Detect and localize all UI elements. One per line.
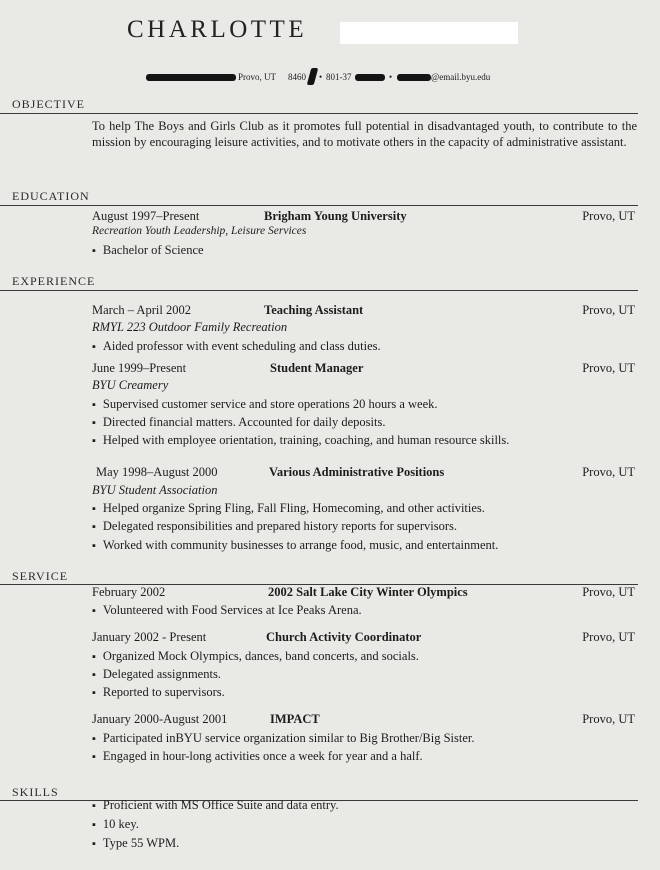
exp1-title: Teaching Assistant (264, 303, 364, 317)
svc3-title: IMPACT (270, 712, 320, 726)
svc3-location: Provo, UT (582, 712, 635, 726)
redacted-email-user (397, 74, 431, 81)
redacted-surname (340, 22, 518, 44)
education-rule (0, 205, 638, 206)
service-heading: SERVICE (12, 569, 69, 583)
svc3-date: January 2000-August 2001 (92, 712, 228, 726)
svc3-bullet-2: ▪ Engaged in hour-long activities once a week for year and a half. (92, 749, 423, 764)
objective-rule (0, 113, 638, 114)
redacted-address (146, 74, 236, 81)
exp1-org: RMYL 223 Outdoor Family Recreation (92, 320, 288, 334)
education-bullet: ▪ Bachelor of Science (92, 243, 204, 258)
svc1-date: February 2002 (92, 585, 166, 599)
skills-heading: SKILLS (12, 785, 59, 799)
education-heading: EDUCATION (12, 189, 90, 203)
skill-bullet-3: ▪ Type 55 WPM. (92, 836, 179, 851)
education-school: Brigham Young University (264, 209, 407, 223)
svc2-bullet-1: ▪ Organized Mock Olympics, dances, band concerts, and socials. (92, 649, 419, 664)
svc2-location: Provo, UT (582, 630, 635, 644)
contact-bullet-1: • (319, 72, 323, 82)
exp3-bullet-1: ▪ Helped organize Spring Fling, Fall Fling, Homecoming, and other activities. (92, 501, 485, 516)
exp2-location: Provo, UT (582, 361, 635, 375)
svc1-bullet-1: ▪ Volunteered with Food Services at Ice Peaks Arena. (92, 603, 362, 618)
objective-text: To help The Boys and Girls Club as it promotes full potential in disadvantaged youth, to contribute to the mission by encouraging leisure activities, and to motivate others in the capacity of administrative assistant. (92, 119, 637, 149)
exp2-org: BYU Creamery (92, 378, 169, 392)
svc2-date: January 2002 - Present (92, 630, 207, 644)
contact-phone: 801-37 (326, 72, 352, 82)
redacted-phone (355, 74, 385, 81)
contact-city: Provo, UT (238, 72, 276, 82)
svc2-bullet-2: ▪ Delegated assignments. (92, 667, 221, 682)
svc2-bullet-3: ▪ Reported to supervisors. (92, 685, 225, 700)
education-major: Recreation Youth Leadership, Leisure Services (92, 225, 307, 237)
exp2-bullet-1: ▪ Supervised customer service and store operations 20 hours a week. (92, 397, 438, 412)
contact-email-domain: @email.byu.edu (431, 72, 491, 82)
svc3-bullet-1: ▪ Participated inBYU service organization similar to Big Brother/Big Sister. (92, 731, 475, 746)
svc1-location: Provo, UT (582, 585, 635, 599)
svc2-title: Church Activity Coordinator (266, 630, 422, 644)
experience-rule (0, 290, 638, 291)
exp2-title: Student Manager (270, 361, 364, 375)
objective-heading: OBJECTIVE (12, 97, 85, 111)
exp1-location: Provo, UT (582, 303, 635, 317)
exp2-bullet-2: ▪ Directed financial matters. Accounted for daily deposits. (92, 415, 385, 430)
skill-bullet-1: ▪ Proficient with MS Office Suite and data entry. (92, 798, 339, 813)
exp1-bullet-1: ▪ Aided professor with event scheduling and class duties. (92, 339, 381, 354)
contact-bullet-2: • (389, 72, 393, 82)
applicant-name: CHARLOTTE (127, 16, 308, 43)
svc1-title: 2002 Salt Lake City Winter Olympics (268, 585, 468, 599)
exp1-date: March – April 2002 (92, 303, 191, 317)
exp2-bullet-3: ▪ Helped with employee orientation, training, coaching, and human resource skills. (92, 433, 509, 448)
exp3-date: May 1998–August 2000 (96, 465, 218, 479)
exp3-location: Provo, UT (582, 465, 635, 479)
exp3-title: Various Administrative Positions (269, 465, 445, 479)
redacted-zip-end (307, 68, 319, 85)
contact-line (146, 72, 566, 86)
experience-heading: EXPERIENCE (12, 274, 96, 288)
contact-zip: 8460 (288, 72, 306, 82)
exp3-org: BYU Student Association (92, 483, 218, 497)
education-date: August 1997–Present (92, 209, 200, 223)
skill-bullet-2: ▪ 10 key. (92, 817, 139, 832)
exp2-date: June 1999–Present (92, 361, 187, 375)
exp3-bullet-3: ▪ Worked with community businesses to arrange food, music, and entertainment. (92, 538, 498, 553)
education-location: Provo, UT (582, 209, 635, 223)
exp3-bullet-2: ▪ Delegated responsibilities and prepared history reports for supervisors. (92, 519, 457, 534)
